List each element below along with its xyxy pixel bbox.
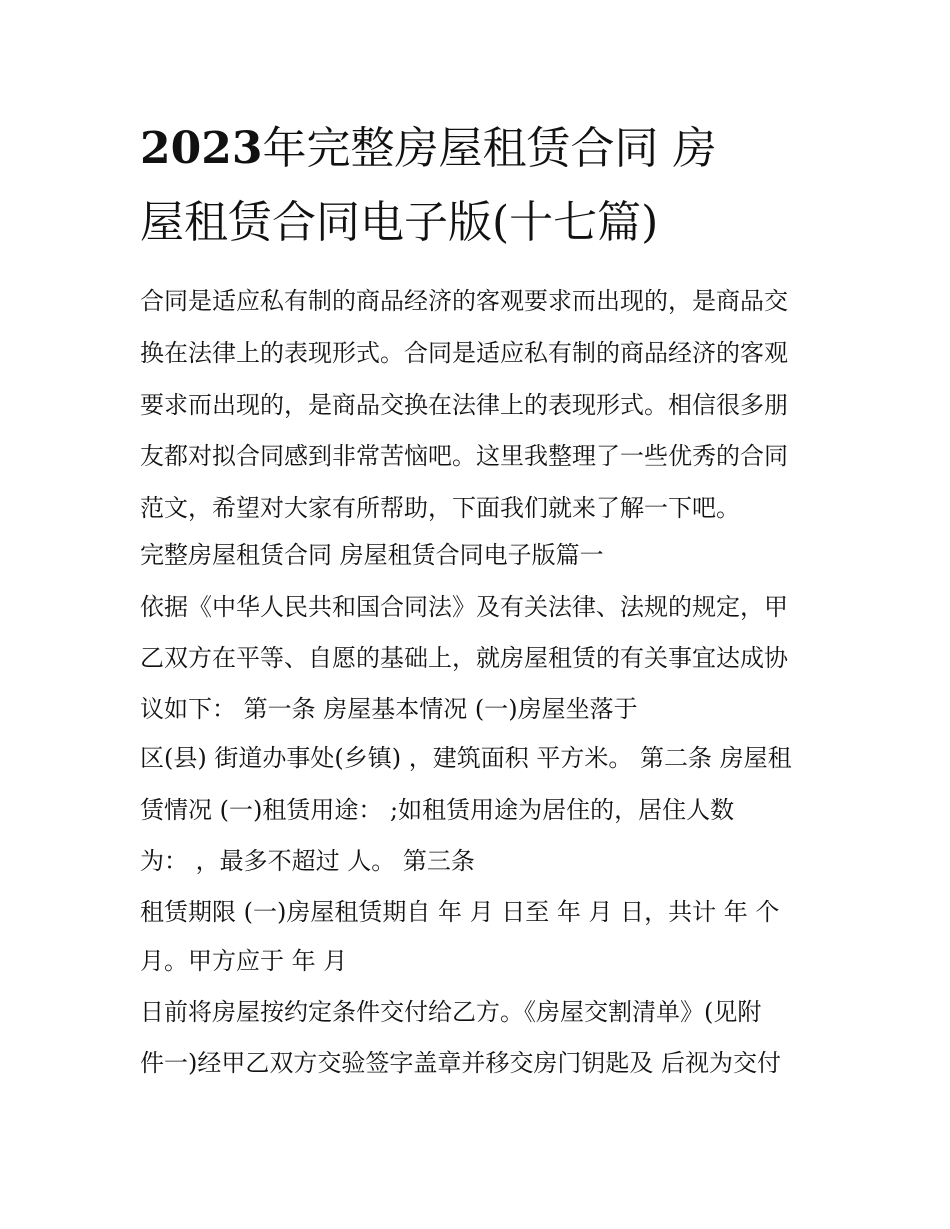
title-line-1: 年完整房屋租赁合同 房 <box>262 123 717 174</box>
paragraph-line: 换在法律上的表现形式。合同是适应私有制的商品经济的客观 <box>140 339 788 367</box>
paragraph-line: 合同是适应私有制的商品经济的客观要求而出现的，是商品交 <box>140 287 788 315</box>
section-heading: 完整房屋租赁合同 房屋租赁合同电子版篇一 <box>140 541 604 569</box>
paragraph-line: 为： ，最多不超过 人。 第三条 <box>140 847 475 875</box>
paragraph-line: 友都对拟合同感到非常苦恼吧。这里我整理了一些优秀的合同 <box>140 442 788 470</box>
title-line-2: 屋租赁合同电子版(十七篇) <box>140 197 659 248</box>
paragraph-line: 件一)经甲乙双方交验签字盖章并移交房门钥匙及 后视为交付 <box>140 1049 781 1077</box>
paragraph-line: 乙双方在平等、自愿的基础上，就房屋租赁的有关事宜达成协 <box>140 644 788 672</box>
paragraph-line: 依据《中华人民共和国合同法》及有关法律、法规的规定，甲 <box>140 593 788 621</box>
title-year: 2023 <box>140 123 263 174</box>
paragraph-line: 要求而出现的，是商品交换在法律上的表现形式。相信很多朋 <box>140 391 788 419</box>
paragraph-line: 范文，希望对大家有所帮助，下面我们就来了解一下吧。 <box>140 494 740 522</box>
paragraph-line: 赁情况 (一)租赁用途： ;如租赁用途为居住的，居住人数 <box>140 796 735 824</box>
paragraph-line: 日前将房屋按约定条件交付给乙方。《房屋交割清单》(见附 <box>140 998 762 1026</box>
document-title <box>140 112 820 260</box>
paragraph-line: 租赁期限 (一)房屋租赁期自 年 月 日至 年 月 日，共计 年 个 <box>140 898 780 926</box>
paragraph-line: 月。甲方应于 年 月 <box>140 947 348 975</box>
paragraph-line: 区(县) 街道办事处(乡镇) ，建筑面积 平方米。 第二条 房屋租 <box>140 744 792 772</box>
paragraph-line: 议如下： 第一条 房屋基本情况 (一)房屋坐落于 <box>140 695 638 723</box>
